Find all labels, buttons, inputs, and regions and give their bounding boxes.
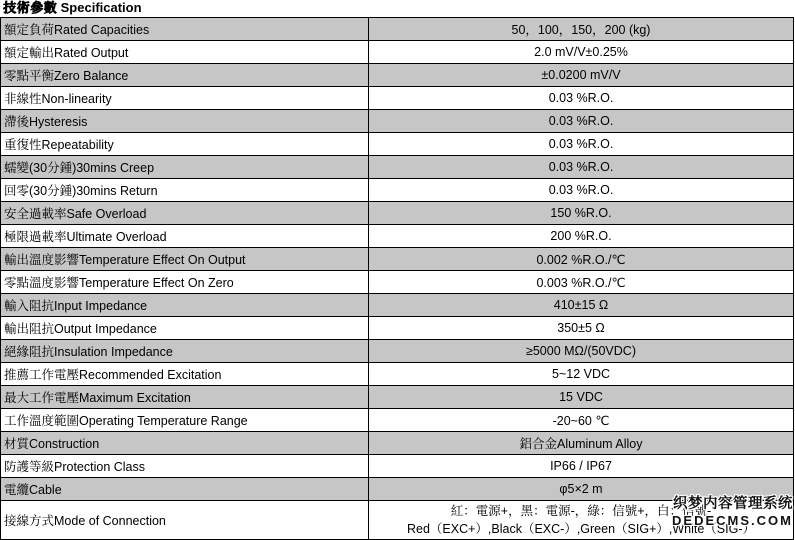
specification-table xyxy=(0,17,794,540)
watermark-line2: DEDECMS.COM xyxy=(672,513,793,528)
page-title-english: Specification xyxy=(60,0,142,15)
spec-label-mode-of-connection: 接線方式Mode of Connection xyxy=(1,501,369,540)
spec-label: 零點平衡Zero Balance xyxy=(1,64,369,87)
spec-value: 0.03 %R.O. xyxy=(369,179,794,202)
watermark-line1: 织梦内容管理系统 xyxy=(673,496,793,512)
connection-wiring-english: Red（EXC+）,Black（EXC-）,Green（SIG+）,White（SIG-） xyxy=(406,522,755,536)
spec-value: φ5×2 m xyxy=(369,478,794,501)
table-row xyxy=(1,340,794,363)
page-title-chinese: 技術參數 xyxy=(3,0,58,15)
spec-label: 滯後Hysteresis xyxy=(1,110,369,133)
table-row xyxy=(1,317,794,340)
table-row xyxy=(1,478,794,501)
table-row xyxy=(1,179,794,202)
table-row xyxy=(1,41,794,64)
spec-label: 輸入阻抗Input Impedance xyxy=(1,294,369,317)
spec-label: 推薦工作電壓Recommended Excitation xyxy=(1,363,369,386)
spec-label: 工作溫度範圍Operating Temperature Range xyxy=(1,409,369,432)
table-row xyxy=(1,133,794,156)
spec-value: 0.03 %R.O. xyxy=(369,110,794,133)
table-row xyxy=(1,409,794,432)
spec-value: 0.002 %R.O./℃ xyxy=(369,248,794,271)
table-row xyxy=(1,225,794,248)
table-row xyxy=(1,64,794,87)
spec-label: 回零(30分鍾)30mins Return xyxy=(1,179,369,202)
spec-value: ±0.0200 mV/V xyxy=(369,64,794,87)
spec-value: 410±15 Ω xyxy=(369,294,794,317)
spec-value: 0.03 %R.O. xyxy=(369,87,794,110)
table-row xyxy=(1,432,794,455)
spec-label: 額定負荷Rated Capacities xyxy=(1,18,369,41)
table-row xyxy=(1,386,794,409)
spec-label: 蠕變(30分鍾)30mins Creep xyxy=(1,156,369,179)
spec-label: 輸出阻抗Output Impedance xyxy=(1,317,369,340)
spec-value: 15 VDC xyxy=(369,386,794,409)
spec-label: 安全過載率Safe Overload xyxy=(1,202,369,225)
table-row xyxy=(1,363,794,386)
connection-wiring-chinese: 紅：電源+，黑：電源-，綠：信號+，白：信號- xyxy=(450,504,712,518)
spec-value: 50，100，150，200 (kg) xyxy=(369,18,794,41)
spec-value: 350±5 Ω xyxy=(369,317,794,340)
table-row xyxy=(1,271,794,294)
spec-label: 重復性Repeatability xyxy=(1,133,369,156)
table-row xyxy=(1,294,794,317)
spec-value: 200 %R.O. xyxy=(369,225,794,248)
table-row xyxy=(1,18,794,41)
table-row xyxy=(1,455,794,478)
table-row-connection xyxy=(1,501,794,540)
table-row xyxy=(1,202,794,225)
spec-value: 0.003 %R.O./℃ xyxy=(369,271,794,294)
spec-label: 電纜Cable xyxy=(1,478,369,501)
table-row xyxy=(1,156,794,179)
spec-value: 0.03 %R.O. xyxy=(369,133,794,156)
table-row xyxy=(1,87,794,110)
spec-label: 材質Construction xyxy=(1,432,369,455)
spec-label: 額定輸出Rated Output xyxy=(1,41,369,64)
spec-label: 輸出溫度影響Temperature Effect On Output xyxy=(1,248,369,271)
spec-value: 鋁合金Aluminum Alloy xyxy=(369,432,794,455)
spec-value: 0.03 %R.O. xyxy=(369,156,794,179)
spec-value: ≥5000 MΩ/(50VDC) xyxy=(369,340,794,363)
spec-value: 5~12 VDC xyxy=(369,363,794,386)
spec-value: -20~60 ℃ xyxy=(369,409,794,432)
spec-label: 最大工作電壓Maximum Excitation xyxy=(1,386,369,409)
spec-value: 150 %R.O. xyxy=(369,202,794,225)
spec-value: IP66 / IP67 xyxy=(369,455,794,478)
spec-label: 極限過載率Ultimate Overload xyxy=(1,225,369,248)
page-title xyxy=(3,0,142,16)
spec-value-mode-of-connection xyxy=(369,501,794,540)
spec-value: 2.0 mV/V±0.25% xyxy=(369,41,794,64)
spec-label: 非線性Non-linearity xyxy=(1,87,369,110)
spec-label: 防護等級Protection Class xyxy=(1,455,369,478)
spec-label: 絕緣阻抗Insulation Impedance xyxy=(1,340,369,363)
table-row xyxy=(1,110,794,133)
table-row xyxy=(1,248,794,271)
spec-label: 零點溫度影響Temperature Effect On Zero xyxy=(1,271,369,294)
